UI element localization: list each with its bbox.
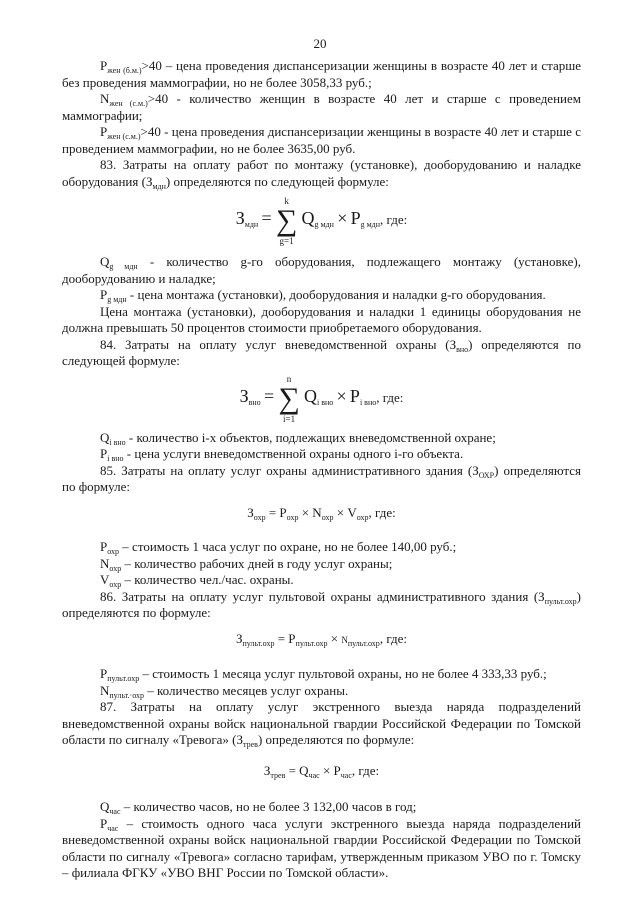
definition-text: - количество i-х объектов, подлежащих вневедомственной охране;: [125, 429, 496, 445]
symbol: Q: [100, 799, 110, 814]
subscript: вно: [248, 397, 261, 407]
definition-text: – количество месяцев услуг охраны.: [144, 682, 349, 698]
subscript: ОХР: [478, 470, 495, 480]
symbol: P: [100, 124, 108, 139]
paragraph-text: ) определяются по формуле:: [257, 732, 415, 747]
formula-q: Q: [301, 207, 315, 228]
symbol: P: [100, 815, 108, 831]
formula-part: = P: [265, 504, 287, 520]
definition-text: - цена монтажа (установки), дооборудования и наладки g-го оборудования.: [126, 287, 546, 302]
definition-text: – стоимость 1 месяца услуг пультовой охраны, но не более 4 333,33 руб.;: [139, 666, 547, 681]
subscript: охр: [109, 563, 122, 573]
formula-lhs: З: [247, 504, 254, 520]
sum-lower-limit: g=1: [279, 236, 294, 246]
subscript: g мдн: [109, 262, 138, 271]
formula-lhs: З: [235, 630, 243, 646]
subscript: пульт.охр: [544, 596, 577, 606]
formula-lhs: З: [263, 762, 271, 778]
symbol: N: [100, 682, 110, 698]
p85-definition: [62, 539, 581, 556]
q84-definition: [62, 430, 581, 447]
formula-83: [62, 196, 581, 246]
symbol: P: [100, 666, 108, 681]
formula-tail: , где:: [379, 630, 407, 646]
formula-part: = Q: [285, 762, 309, 778]
subscript: жен (с.м.): [109, 99, 148, 108]
definition-text: – количество часов, но не более 3 132,00 часов в год;: [120, 799, 417, 814]
sum-lower-limit: i=1: [283, 413, 296, 424]
formula-87: [62, 763, 581, 780]
subscript: i вно: [107, 454, 124, 463]
item-83-paragraph: [62, 157, 581, 190]
subscript: i вно: [316, 397, 334, 407]
subscript: мдн: [152, 181, 166, 191]
symbol: P: [100, 287, 108, 302]
subscript: пульт.·охр: [109, 690, 145, 700]
formula-p: P: [349, 385, 360, 406]
definition-text: >40 - количество женщин в возрасте 40 лет и старше с проведением маммографии;: [62, 91, 581, 123]
formula-85: [62, 505, 581, 522]
paragraph-text: ) определяются по следующей формуле:: [165, 173, 389, 189]
p84-definition: [62, 446, 581, 463]
definition-text: >40 - цена проведения диспансеризации женщины в возрасте 40 лет и старше с проведением маммографии, но не более 3635,00 руб.: [62, 124, 581, 156]
subscript: жен (б.м.): [107, 66, 142, 75]
formula-84: [62, 373, 581, 424]
symbol: Q: [100, 429, 110, 445]
subscript: i вно: [359, 397, 377, 407]
symbol: P: [100, 446, 108, 461]
page-number: 20: [313, 36, 327, 51]
p83-definition: [62, 287, 581, 304]
subscript: охр: [286, 512, 299, 522]
subscript: пульт.охр: [107, 674, 140, 683]
summation-symbol: k ∑ g=1: [275, 196, 298, 246]
definition-text: – стоимость 1 часа услуг по охране, но не более 140,00 руб.;: [119, 539, 457, 554]
subscript: охр: [253, 512, 266, 522]
subscript: охр: [356, 512, 369, 522]
subscript: пульт.охр: [242, 638, 275, 648]
document-body: [62, 58, 581, 882]
definition-text: >40 – цена проведения диспансеризации женщины в возрасте 40 лет и старше без проведения маммографии, но не более 3058,33 руб.;: [62, 58, 581, 90]
definition-text: – стоимость одного часа услуги экстренного выезда наряда подразделений вневедомственной охраны войск национальной гвардии Российской Федерации по Томской области по сигналу «Тревога» согласно тарифам, утвержденным приказом УВО по г. Томску – филиала ФГКУ «УВО ВНГ России по Томской области».: [62, 815, 581, 880]
symbol: Q: [100, 254, 110, 269]
n85-definition: [62, 556, 581, 573]
formula-q: Q: [303, 385, 317, 406]
symbol: P: [100, 58, 108, 73]
formula-part: × N: [298, 504, 322, 520]
subscript: охр: [109, 580, 122, 589]
paragraph-text: ) определяются по формуле:: [62, 462, 581, 494]
symbol: V: [100, 572, 110, 587]
definition-text: – количество рабочих дней в году услуг охраны;: [121, 555, 393, 571]
paragraph-text: 83. Затраты на оплату работ по монтажу (установке), дооборудованию и наладке оборудования (З: [62, 157, 581, 189]
definition-text: - цена услуги вневедомственной охраны одного i-го объекта.: [123, 446, 464, 461]
subscript: i вно: [109, 437, 126, 447]
symbol: P: [100, 539, 108, 554]
paragraph-text: 86. Затраты на оплату услуг пультовой охраны административного здания (З: [100, 588, 545, 604]
subscript: мдн: [244, 219, 259, 229]
sum-upper-limit: k: [284, 196, 289, 206]
formula-part: × P: [319, 762, 341, 778]
equals-sign: =: [263, 385, 275, 406]
multiply-sign: ×: [337, 207, 348, 228]
subscript: жен (с.м.): [107, 132, 141, 141]
sum-upper-limit: n: [286, 373, 292, 384]
equals-sign: =: [261, 207, 272, 228]
paragraph-text: 84. Затраты на оплату услуг вневедомственной охраны (З: [100, 336, 457, 352]
multiply-sign: ×: [336, 385, 347, 406]
subscript: охр: [107, 547, 120, 556]
subscript: пульт.охр: [347, 638, 380, 648]
n86-definition: [62, 683, 581, 700]
subscript: g мдн: [360, 219, 381, 229]
paragraph-text: ) определяются по формуле:: [62, 588, 581, 620]
v85-definition: [62, 572, 581, 589]
symbol: N: [100, 91, 110, 106]
subscript: час: [308, 770, 320, 780]
formula-part: N: [341, 634, 348, 645]
subscript: час: [107, 823, 119, 833]
p-zhen-bm-definition: [62, 58, 581, 91]
summation-symbol: n ∑ i=1: [278, 373, 300, 424]
definition-text: – количество чел./час. охраны.: [121, 572, 294, 587]
q87-definition: [62, 799, 581, 816]
paragraph-text: 85. Затраты на оплату услуг охраны административного здания (З: [100, 462, 479, 478]
formula-tail: , где:: [380, 211, 408, 227]
formula-lhs: З: [239, 385, 249, 406]
item-85-paragraph: [62, 463, 581, 496]
subscript: трев: [270, 770, 286, 780]
definition-text: - количество g-го оборудования, подлежащего монтажу (установке), дооборудованию и наладке;: [62, 254, 581, 286]
formula-part: ×: [327, 630, 342, 646]
subscript: g мдн: [107, 295, 127, 304]
p87-definition: [62, 816, 581, 882]
subscript: трев: [243, 740, 258, 749]
paragraph-text: ) определяются по следующей формуле:: [62, 336, 581, 368]
formula-tail: , где:: [351, 762, 380, 778]
item-86-paragraph: [62, 589, 581, 622]
item-84-paragraph: [62, 337, 581, 370]
subscript: пульт.охр: [295, 638, 328, 648]
n-zhen-sm-definition: [62, 91, 581, 124]
price-83-paragraph: Цена монтажа (установки), дооборудования и наладки 1 единицы оборудования не должна превышать 50 процентов стоимости приобретаемого оборудования.: [62, 303, 581, 335]
formula-tail: , где:: [368, 504, 396, 520]
formula-p: P: [350, 207, 361, 228]
symbol: N: [100, 555, 110, 571]
subscript: охр: [321, 512, 334, 522]
formula-part: = P: [274, 630, 296, 646]
formula-lhs: З: [235, 207, 245, 228]
subscript: вно: [456, 344, 469, 354]
subscript: час: [340, 770, 352, 780]
subscript: час: [109, 807, 121, 816]
item-87-paragraph: [62, 699, 581, 749]
paragraph-text: 87. Затраты на оплату услуг экстренного выезда наряда подразделений вневедомственной охраны войск национальной гвардии Российской Федерации по Томской области по сигналу «Тревога» (З: [62, 699, 581, 747]
p-zhen-sm-definition: [62, 124, 581, 157]
p86-definition: [62, 666, 581, 683]
formula-tail: , где:: [376, 389, 404, 405]
q83-definition: [62, 254, 581, 287]
subscript: g мдн: [314, 219, 334, 229]
formula-part: × V: [333, 504, 357, 520]
formula-86: [62, 631, 581, 649]
